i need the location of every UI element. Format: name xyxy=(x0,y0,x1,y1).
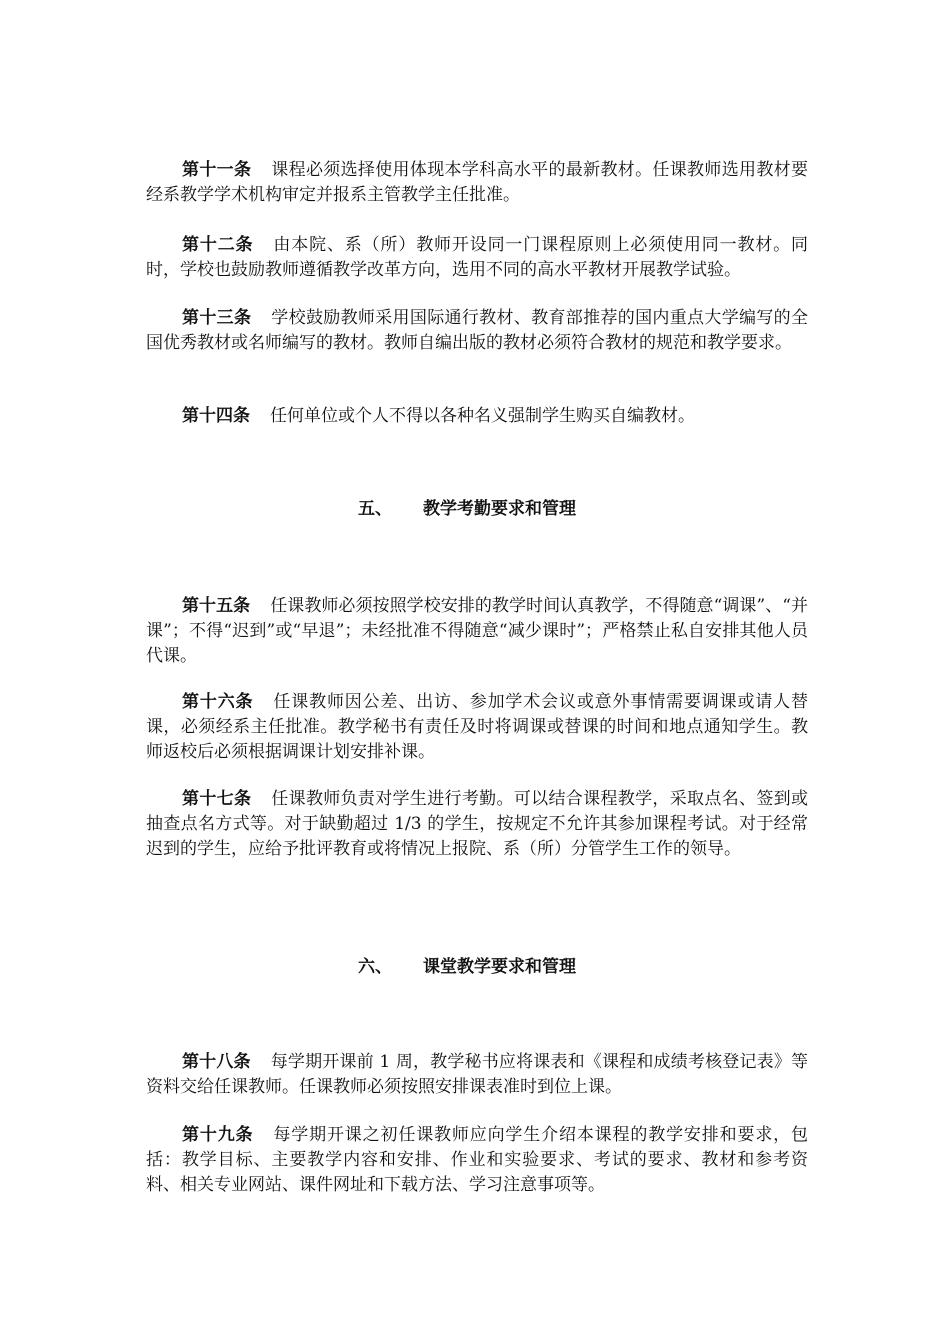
article-17 xyxy=(146,787,808,862)
article-text: 任课教师必须按照学校安排的教学时间认真教学，不得随意“调课”、“并课”；不得“迟到”或“早退”；未经批准不得随意“减少课时”；严格禁止私自安排其他人员代课。 xyxy=(146,596,808,666)
article-text: 每学期开课之初任课教师应向学生介绍本课程的教学安排和要求，包括：教学目标、主要教学内容和安排、作业和实验要求、考试的要求、教材和参考资料、相关专业网站、课件网址和下载方法、学习注意事项等。 xyxy=(146,1125,809,1195)
article-15 xyxy=(146,594,808,669)
article-number: 第十五条 xyxy=(182,596,251,616)
article-text: 每学期开课前 1 周，教学秘书应将课表和《课程和成绩考核登记表》等资料交给任课教师。任课教师必须按照安排课表准时到位上课。 xyxy=(146,1052,809,1097)
article-number: 第十七条 xyxy=(182,789,252,809)
article-number: 第十八条 xyxy=(182,1052,251,1072)
article-number: 第十一条 xyxy=(182,160,252,180)
article-number: 第十六条 xyxy=(182,692,254,712)
article-11 xyxy=(146,158,808,208)
article-text: 学校鼓励教师采用国际通行教材、教育部推荐的国内重点大学编写的全国优秀教材或名师编写的教材。教师自编出版的教材必须符合教材的规范和教学要求。 xyxy=(146,308,809,353)
article-text: 课程必须选择使用体现本学科高水平的最新教材。任课教师选用教材要经系教学学术机构审定并报系主管教学主任批准。 xyxy=(146,160,809,205)
article-13 xyxy=(146,306,808,356)
article-number: 第十四条 xyxy=(182,406,250,426)
article-text: 任何单位或个人不得以各种名义强制学生购买自编教材。 xyxy=(270,406,695,426)
article-16 xyxy=(146,690,808,765)
section-number: 六、 xyxy=(358,957,392,977)
article-number: 第十九条 xyxy=(182,1125,254,1145)
article-12 xyxy=(146,233,808,283)
section-number: 五、 xyxy=(358,499,392,519)
article-19 xyxy=(146,1123,808,1198)
article-text: 由本院、系（所）教师开设同一门课程原则上必须使用同一教材。同时，学校也鼓励教师遵循教学改革方向，选用不同的高水平教材开展教学试验。 xyxy=(146,235,809,280)
article-text: 任课教师因公差、出访、参加学术会议或意外事情需要调课或请人替课，必须经系主任批准。教学秘书有责任及时将调课或替课的时间和地点通知学生。教师返校后必须根据调课计划安排补课。 xyxy=(146,692,809,762)
article-14 xyxy=(146,404,808,429)
section-title: 课堂教学要求和管理 xyxy=(423,957,576,977)
article-text: 任课教师负责对学生进行考勤。可以结合课程教学，采取点名、签到或抽查点名方式等。对于缺勤超过 1/3 的学生，按规定不允许其参加课程考试。对于经常迟到的学生，应给予批评教育或将情况上报院、系（所）分管学生工作的领导。 xyxy=(146,789,809,859)
article-number: 第十三条 xyxy=(182,308,252,328)
article-number: 第十二条 xyxy=(182,235,254,255)
article-18 xyxy=(146,1050,808,1100)
section-title: 教学考勤要求和管理 xyxy=(423,499,576,519)
